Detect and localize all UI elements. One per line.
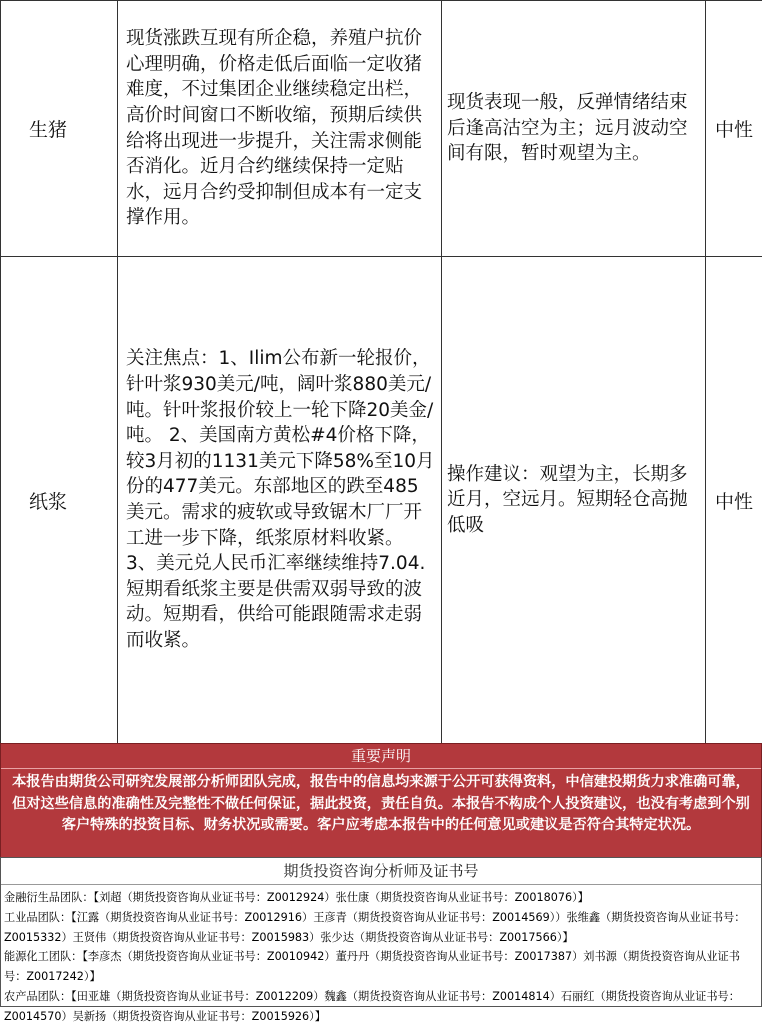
- analysis-paragraph: 现货涨跌互现有所企稳，养殖户抗价心理明确，价格走低后面临一定收猪难度，不过集团企业继续稳定出栏，高价时间窗口不断收缩，预期后续供给将出现进一步提升，关注需求侧能否消化。近月合约继续保持一定贴水，远月合约受抑制但成本有一定支撑作用。: [126, 28, 423, 229]
- certificates-title: 期货投资咨询分析师及证书号: [1, 858, 761, 885]
- category-cell: 纸浆: [1, 257, 118, 744]
- view-cell: 中性: [706, 1, 762, 257]
- important-declaration: [0, 743, 762, 858]
- team-entry: 农产品团队：【田亚雄（期货投资咨询从业证书号：Z0012209）魏鑫（期货投资咨询从业证书号：Z0014814）石丽红（期货投资咨询从业证书号：Z0014570）吴新扬（期货投资咨询从业证书号：Z0015926）】: [4, 989, 740, 1023]
- declaration-title: 重要声明: [1, 744, 761, 769]
- analyst-certificates: [0, 857, 762, 1023]
- strategy-cell: 现货表现一般，反弹情绪结束后逢高沽空为主；远月波动空间有限，暂时观望为主。: [442, 1, 706, 257]
- analysis-paragraph: 关注焦点：1、Ilim公布新一轮报价，针叶浆930美元/吨，阔叶浆880美元/吨。针叶浆报价较上一轮下降20美金/吨。 2、美国南方黄松#4价格下降，较3月初的1131美元下降58%至10月份的477美元。东部地区的跌至485美元。需求的疲软或导致锯木厂厂开工进一步下降，纸浆原材料收紧。 3、美元兑人民币汇率继续维持7.04.: [126, 348, 435, 575]
- strategy-cell: 操作建议：观望为主，长期多近月，空远月。短期轻仓高抛低吸: [442, 257, 706, 744]
- team-entry: 能源化工团队：【李彦杰（期货投资咨询从业证书号：Z0010942）董丹丹（期货投资咨询从业证书号：Z0017387）刘书源（期货投资咨询从业证书号：Z0017242）】: [4, 950, 740, 984]
- certificates-list: [1, 885, 761, 1027]
- analysis-paragraph: 短期看纸浆主要是供需双弱导致的波动。短期看，供给可能跟随需求走弱而收紧。: [126, 578, 423, 651]
- team-entry: 工业品团队：【江露（期货投资咨询从业证书号：Z0012916）王彦青（期货投资咨询从业证书号：Z0014569））张维鑫（期货投资咨询从业证书号：Z0015332）王贤伟（期货投资咨询从业证书号：Z0015983）张少达（期货投资咨询从业证书号：Z0017566）】: [4, 910, 746, 944]
- category-cell: 生猪: [1, 1, 118, 257]
- declaration-body: 本报告由期货公司研究发展部分析师团队完成，报告中的信息均来源于公开可获得资料，中信建投期货力求准确可靠，但对这些信息的准确性及完整性不做任何保证，据此投资，责任自负。本报告不构成个人投资建议，也没有考虑到个别客户特殊的投资目标、财务状况或需要。客户应考虑本报告中的任何意见或建议是否符合其特定状况。: [12, 774, 750, 833]
- analysis-cell: [118, 257, 442, 744]
- analysis-cell: [118, 1, 442, 257]
- team-entry: 金融衍生品团队：【刘超（期货投资咨询从业证书号：Z0012924）张仕康（期货投资咨询从业证书号：Z0018076）】: [4, 891, 589, 904]
- table-row-pulp: [1, 257, 762, 744]
- table-row-hog: [1, 1, 762, 257]
- view-cell: 中性: [706, 257, 762, 744]
